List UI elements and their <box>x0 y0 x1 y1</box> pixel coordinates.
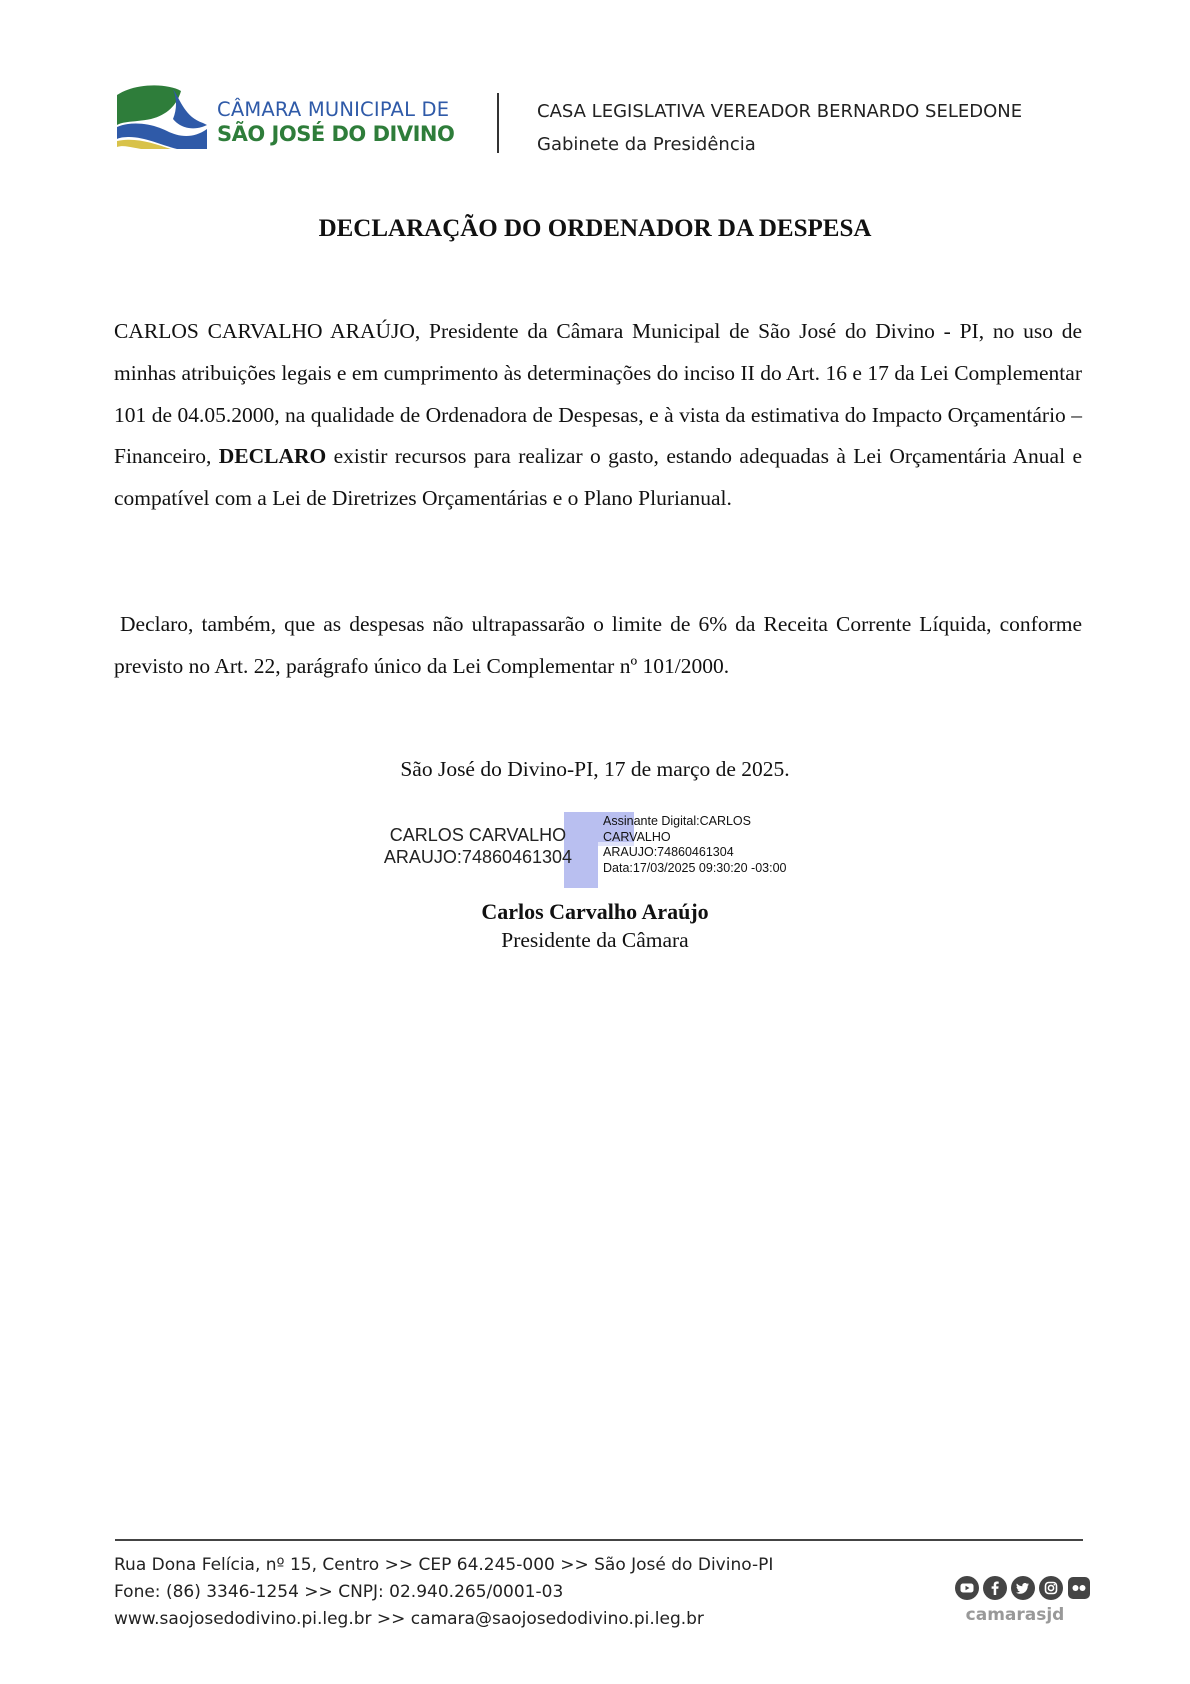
signer-role: Presidente da Câmara <box>501 928 689 952</box>
logo-line-1: CÂMARA MUNICIPAL DE <box>217 98 450 121</box>
signature-detail-4: Data:17/03/2025 09:30:20 -03:00 <box>603 860 787 875</box>
office-name: Gabinete da Presidência <box>537 134 756 155</box>
social-icons <box>955 1576 1091 1600</box>
header-institution <box>537 95 1022 161</box>
declaration-paragraph <box>114 311 1082 520</box>
institution-name: CASA LEGISLATIVA VEREADOR BERNARDO SELEDONE <box>537 101 1023 122</box>
paragraph1-text-start: CARLOS CARVALHO ARAÚJO, Presidente da Câmara Municipal de São José do Divino - PI, no uso de minhas atribuições legais e em cumprimento às determinações do inciso II do Art. 16 e 17 da Lei Complementar 101 de 04.05.2000, na qualidade de Ordenadora de Despesas, e à vista da estimativa do Impacto Orçamentário – Financeiro, <box>114 319 1082 469</box>
signature-name-line: CARLOS CARVALHO <box>389 825 567 845</box>
signature-detail-1: Assinante Digital:CARLOS <box>603 814 751 828</box>
signature-detail-3: ARAUJO:74860461304 <box>603 845 734 859</box>
facebook-icon[interactable] <box>983 1576 1007 1600</box>
limit-paragraph <box>114 604 1082 688</box>
signature-cpf-line: ARAUJO:74860461304 <box>383 847 573 867</box>
youtube-icon[interactable] <box>955 1576 979 1600</box>
flickr-icon[interactable] <box>1067 1576 1091 1600</box>
paragraph2-text: Declaro, também, que as despesas não ultrapassarão o limite de 6% da Receita Corrente Líquida, conforme previsto no Art. 22, parágrafo único da Lei Complementar nº 101/2000. <box>114 612 1082 678</box>
signer-block <box>0 898 1190 954</box>
letterhead <box>115 85 1075 155</box>
footer-address: Rua Dona Felícia, nº 15, Centro >> CEP 64.245-000 >> São José do Divino-PI <box>114 1555 774 1575</box>
footer-divider <box>115 1539 1083 1541</box>
paragraph1-text-end: existir recursos para realizar o gasto, estando adequadas à Lei Orçamentária Anual e compatível com a Lei de Diretrizes Orçamentárias e o Plano Plurianual. <box>114 444 1082 511</box>
date-line: São José do Divino-PI, 17 de março de 2025. <box>400 757 790 781</box>
camara-logo-icon <box>115 85 207 151</box>
signer-name: Carlos Carvalho Araújo <box>481 899 709 924</box>
logo-line-2: SÃO JOSÉ DO DIVINO <box>217 122 455 146</box>
signature-details <box>603 814 786 876</box>
footer-contact <box>114 1552 773 1633</box>
signature-detail-2: CARVALHO <box>603 829 671 844</box>
signature-signer-id <box>372 824 584 868</box>
digital-signature <box>372 812 822 892</box>
social-handle: camarasjd <box>965 1605 1065 1625</box>
logo-wordmark <box>217 99 454 147</box>
instagram-icon[interactable] <box>1039 1576 1063 1600</box>
footer-phone-cnpj: Fone: (86) 3346-1254 >> CNPJ: 02.940.265/0001-03 <box>114 1582 564 1602</box>
header-divider <box>497 93 499 153</box>
document-title: DECLARAÇÃO DO ORDENADOR DA DESPESA <box>318 215 872 242</box>
declaro-emphasis: DECLARO <box>218 444 327 469</box>
twitter-icon[interactable] <box>1011 1576 1035 1600</box>
footer-web-email[interactable]: www.saojosedodivino.pi.leg.br >> camara@saojosedodivino.pi.leg.br <box>114 1609 704 1629</box>
